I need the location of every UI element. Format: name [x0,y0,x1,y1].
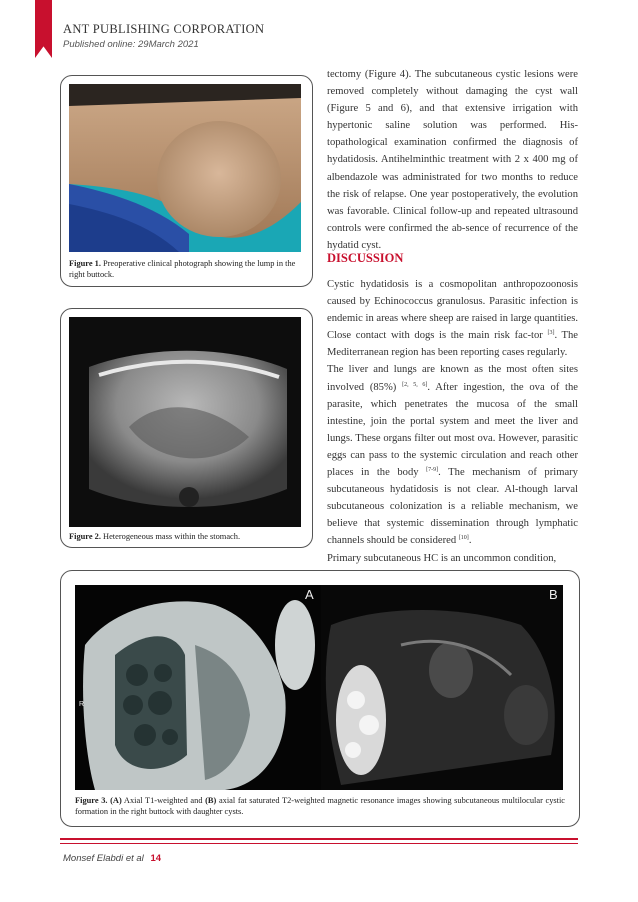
page-footer [63,853,161,864]
figure-2-caption [69,531,305,542]
discussion-heading: DISCUSSION [327,251,404,265]
header-ribbon [35,0,52,58]
figure-2-label: Figure 2. [69,532,101,541]
figure-1-label: Figure 1. [69,259,101,268]
figure-3-box [60,570,580,827]
citation: [7-9] [426,467,439,474]
panel-a-label: A [305,587,314,602]
figure-3-label: Figure 3. [75,796,108,805]
body-paragraph-4: Primary subcutaneous HC is an uncommon condition, [327,552,557,564]
citation: [2, 5, 6] [402,381,428,388]
body-paragraph-3: The liver and lungs are known as the most often sites involved (85%) [2, 5, 6]. After ingestion, the ova of the parasite, which penetrates the mucosa of the small intestine, join the portal system and meet the liver and lungs. These organs filter out most ova. However, parasitic eggs can pass to the systemic circulation and reach other places in the body [7-9]. The mechanism of primary subcutaneous hydatidosis is not clear. Al-though larval subcutaneous colonization is a reliable mechanism, we believe that systemic dissemination through lymphatic channels should be considered [10]. [327,364,578,547]
citation: [10] [458,535,469,542]
body-column-top [327,66,578,254]
footer-rule [60,838,578,840]
r-marker: R [79,701,85,708]
caption-b-label: (B) [205,796,217,805]
citation: [3] [547,330,555,337]
publication-date: Published online: 29March 2021 [63,39,199,50]
figure-1-caption-text: Preoperative clinical photograph showing the lump in the right buttock. [69,259,296,279]
figure-2-box [60,308,313,548]
figure-1-caption [69,258,305,280]
figure-3-caption: Figure 3. (A) Axial T1-weighted and (B) axial fat saturated T2-weighted magnetic resonance images showing subcutaneous multilocular cystic formation in the right buttock with daughter cysts. [75,796,566,816]
caption-a-label: (A) [110,796,122,805]
figure-2-ultrasound [69,317,301,527]
footer-rule-thin [60,843,578,844]
figure-3-mri-a [75,585,321,790]
figure-3-mri-b [321,585,563,790]
panel-b-label: B [549,587,558,602]
publisher-name: ANT PUBLISHING CORPORATION [63,22,265,36]
body-paragraph-2: Cystic hydatidosis is a cosmopolitan anthropozoonosis caused by Echinococcus granulosus. Parasitic infection is endemic in areas where sheep are raised in large quantities. Close contact with dogs is the main risk fac-tor [3]. The Mediterranean region has been reporting cases regularly. [327,279,579,359]
footer-author: Monsef Elabdi et al [63,853,144,864]
figure-1-box [60,75,313,287]
body-paragraph-1: tectomy (Figure 4). The subcutaneous cystic lesions were removed completely without damaging the cyst wall (Figure 5 and 6), and that extensive irrigation with hypertonic saline solution was performed. His-topathological examination confirmed the diagnosis of hydatidosis. Antihelminthic treatment with 2 x 400 mg of albendazole was administrated for two months to reduce the risk of relapse. One year postoperatively, the evolution was favorable. Clinical follow-up and repeated ultrasound controls were confirmed the ab-sence of recurrence of the hydatid cyst. [327,69,578,251]
figure-2-caption-text: Heterogeneous mass within the stomach. [103,532,241,541]
page-number: 14 [150,853,162,864]
figure-1-photo [69,84,301,252]
body-column-discussion [327,276,578,567]
